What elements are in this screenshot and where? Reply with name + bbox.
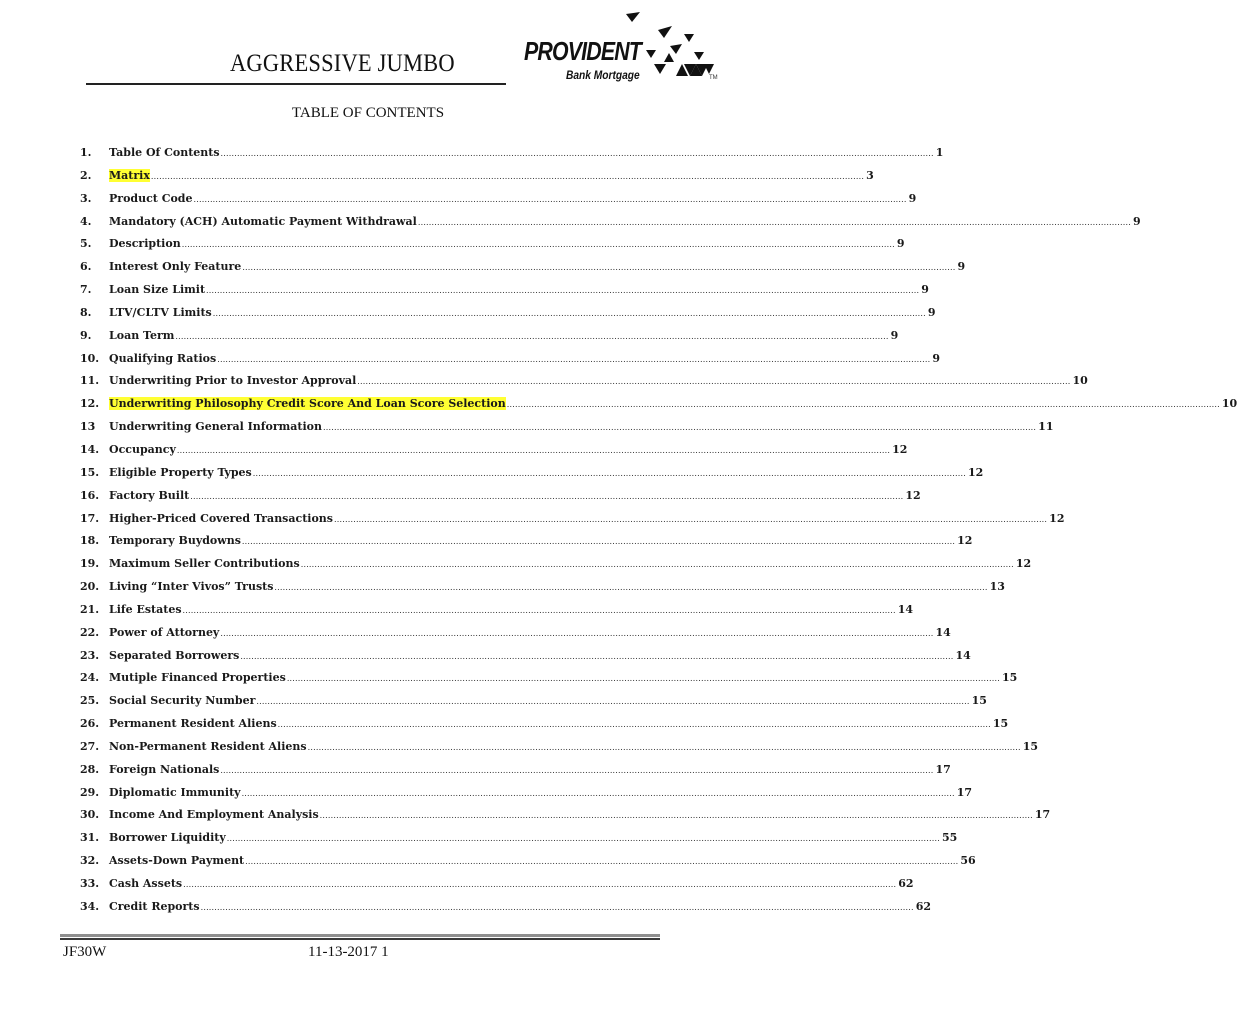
- footer-date-page: 11-13-2017 1: [308, 944, 389, 960]
- toc-dot-leader: ....................................................................................................................................................................................................................................................................: [277, 720, 991, 730]
- toc-entry-label[interactable]: Underwriting General Information: [109, 420, 322, 434]
- toc-entry-page: 15: [992, 717, 1009, 731]
- toc-entry-label[interactable]: Underwriting Prior to Investor Approval: [109, 374, 357, 388]
- toc-dot-leader: ....................................................................................................................................................................................................................................................................: [175, 331, 889, 341]
- toc-entry-label[interactable]: Factory Built: [109, 488, 190, 502]
- toc-entry[interactable]: [80, 854, 976, 877]
- toc-dot-leader: ....................................................................................................................................................................................................................................................................: [150, 171, 865, 181]
- toc-entry[interactable]: [80, 511, 1065, 535]
- toc-entry-label[interactable]: Product Code: [109, 191, 193, 205]
- toc-entry[interactable]: [80, 785, 973, 809]
- toc-entry-page: 12: [1049, 511, 1065, 525]
- toc-dot-leader: ....................................................................................................................................................................................................................................................................: [319, 811, 1033, 821]
- toc-entry-label[interactable]: Mandatory (ACH) Automatic Payment Withdrawal: [109, 214, 417, 228]
- toc-entry-number: 18.: [80, 534, 100, 548]
- toc-dot-leader: ....................................................................................................................................................................................................................................................................: [274, 583, 988, 593]
- toc-entry[interactable]: [80, 899, 932, 923]
- toc-dot-leader: ....................................................................................................................................................................................................................................................................: [220, 765, 934, 775]
- toc-entry-number: 28.: [80, 762, 100, 776]
- toc-entry-number: 31.: [80, 831, 100, 845]
- toc-entry-label[interactable]: Foreign Nationals: [109, 762, 220, 776]
- toc-entry-number: 16.: [80, 488, 100, 502]
- toc-entry-number: 15.: [80, 465, 100, 479]
- toc-heading: TABLE OF CONTENTS: [291, 105, 445, 121]
- toc-entry[interactable]: [80, 305, 936, 329]
- toc-dot-leader: ....................................................................................................................................................................................................................................................................: [176, 445, 891, 455]
- toc-entry-number: 5.: [80, 237, 92, 251]
- toc-entry[interactable]: [80, 442, 908, 466]
- toc-entry-page: 15: [1022, 739, 1039, 753]
- toc-entry-label[interactable]: Credit Reports: [109, 899, 200, 913]
- toc-entry-number: 30.: [80, 808, 100, 822]
- toc-entry[interactable]: [80, 648, 971, 672]
- toc-dot-leader: ....................................................................................................................................................................................................................................................................: [506, 400, 1220, 410]
- toc-entry-label[interactable]: Borrower Liquidity: [109, 831, 226, 845]
- toc-entry-number: 27.: [80, 739, 100, 753]
- toc-entry[interactable]: [80, 488, 921, 512]
- toc-entry-number: 4.: [80, 214, 92, 228]
- toc-entry-number: 8.: [80, 305, 92, 319]
- toc-entry[interactable]: [80, 739, 1039, 763]
- toc-entry-page: 12: [1015, 557, 1032, 571]
- toc-entry-number: 2.: [80, 168, 92, 182]
- toc-entry[interactable]: [80, 717, 1009, 740]
- toc-entry[interactable]: [80, 625, 951, 649]
- toc-entry-number: 26.: [80, 717, 100, 731]
- toc-entry-page: 14: [935, 625, 951, 639]
- logo-trademark: TM: [709, 75, 718, 81]
- footer-rule-bottom: [60, 938, 660, 940]
- toc-dot-leader: ....................................................................................................................................................................................................................................................................: [220, 628, 934, 638]
- toc-entry-page: 55: [941, 831, 958, 845]
- toc-entry-label[interactable]: Mutiple Financed Properties: [109, 671, 286, 685]
- toc-dot-leader: ....................................................................................................................................................................................................................................................................: [183, 880, 897, 889]
- toc-entry-page: 56: [960, 854, 976, 868]
- toc-entry[interactable]: [80, 557, 1032, 580]
- toc-entry-number: 7.: [80, 283, 92, 297]
- toc-entry[interactable]: [80, 534, 973, 557]
- toc-entry[interactable]: [80, 374, 1088, 397]
- toc-dot-leader: ....................................................................................................................................................................................................................................................................: [307, 742, 1021, 752]
- toc-dot-leader: ....................................................................................................................................................................................................................................................................: [240, 651, 954, 661]
- toc-entry-page: 14: [955, 648, 971, 662]
- toc-entry[interactable]: [80, 191, 917, 215]
- toc-entry-label[interactable]: Living “Inter Vivos” Trusts: [109, 580, 274, 594]
- toc-entry-page: 13: [989, 580, 1005, 594]
- toc-entry-number: 32.: [80, 854, 100, 868]
- toc-dot-leader: ....................................................................................................................................................................................................................................................................: [241, 788, 955, 798]
- toc-entry-label[interactable]: LTV/CLTV Limits: [109, 305, 212, 319]
- toc-entry-label[interactable]: Assets-Down Payment: [109, 854, 245, 868]
- toc-entry-number: 13: [80, 420, 96, 434]
- toc-entry[interactable]: [80, 237, 905, 260]
- toc-entry[interactable]: [80, 397, 1237, 420]
- toc-entry-page: 9: [1133, 214, 1141, 228]
- toc-entry-page: 9: [896, 237, 905, 251]
- toc-entry[interactable]: [80, 260, 966, 283]
- toc-entry-page: 1: [935, 146, 944, 159]
- toc-entry-label[interactable]: Interest Only Feature: [109, 260, 242, 274]
- toc-entry-label[interactable]: Income And Employment Analysis: [109, 808, 319, 822]
- toc-entry[interactable]: [80, 328, 899, 352]
- toc-entry-page: 9: [890, 328, 899, 342]
- toc-entry-page: 15: [1001, 671, 1018, 685]
- toc-entry-label[interactable]: Occupancy: [109, 442, 176, 456]
- toc-entry-page: 10: [1072, 374, 1088, 388]
- toc-entry-page: 3: [866, 168, 874, 182]
- toc-entry[interactable]: [80, 214, 1141, 238]
- toc-entry-number: 14.: [80, 442, 100, 456]
- toc-entry-label[interactable]: Higher-Priced Covered Transactions: [109, 511, 333, 525]
- toc-entry-number: 29.: [80, 785, 100, 799]
- toc-entry-number: 24.: [80, 671, 100, 685]
- toc-entry-number: 23.: [80, 648, 100, 662]
- toc-entry-page: 9: [957, 260, 966, 274]
- toc-entry-label[interactable]: Matrix: [109, 168, 150, 182]
- title-underline: [86, 83, 506, 85]
- toc-dot-leader: ....................................................................................................................................................................................................................................................................: [417, 217, 1131, 227]
- toc-entry[interactable]: [80, 762, 951, 786]
- toc-entry-label[interactable]: Eligible Property Types: [109, 465, 252, 479]
- toc-entry[interactable]: [80, 602, 914, 626]
- toc-dot-leader: ....................................................................................................................................................................................................................................................................: [256, 697, 970, 707]
- toc-entry-label[interactable]: Loan Term: [109, 328, 175, 342]
- toc-entry-page: 11: [1038, 420, 1054, 434]
- toc-entry-number: 34.: [80, 899, 100, 913]
- toc-dot-leader: ....................................................................................................................................................................................................................................................................: [206, 286, 920, 296]
- toc-dot-leader: ....................................................................................................................................................................................................................................................................: [242, 263, 956, 273]
- toc-entry-label[interactable]: Power of Attorney: [109, 625, 220, 639]
- toc-entry-label[interactable]: Life Estates: [109, 602, 182, 616]
- logo-subtitle: Bank Mortgage: [566, 68, 640, 82]
- logo-wordmark: PROVIDENT: [524, 36, 642, 66]
- toc-entry-number: 25.: [80, 694, 100, 708]
- toc-entry[interactable]: [80, 146, 944, 169]
- toc-entry-number: 10.: [80, 351, 100, 365]
- toc-entry-number: 11.: [80, 374, 100, 388]
- toc-entry[interactable]: [80, 168, 874, 192]
- toc-entry-label[interactable]: Social Security Number: [109, 694, 256, 708]
- toc-entry[interactable]: [80, 465, 984, 489]
- toc-entry-page: 12: [967, 465, 984, 479]
- toc-dot-leader: ....................................................................................................................................................................................................................................................................: [193, 194, 907, 204]
- toc-entry-label[interactable]: Permanent Resident Aliens: [109, 717, 277, 731]
- toc-entry-number: 3.: [80, 191, 92, 205]
- toc-entry-number: 1.: [80, 146, 92, 159]
- toc-entry-label[interactable]: Loan Size Limit: [109, 283, 206, 297]
- toc-entry[interactable]: [80, 580, 1005, 603]
- toc-dot-leader: ....................................................................................................................................................................................................................................................................: [245, 857, 959, 867]
- toc-entry-page: 15: [971, 694, 987, 708]
- footer-rule-top: [60, 934, 660, 937]
- toc-entry-label[interactable]: Description: [109, 237, 181, 251]
- toc-entry[interactable]: [80, 351, 941, 375]
- toc-dot-leader: ....................................................................................................................................................................................................................................................................: [200, 902, 914, 912]
- toc-entry-page: 17: [956, 785, 973, 799]
- toc-entry-number: 17.: [80, 511, 100, 525]
- toc-entry-number: 20.: [80, 580, 100, 594]
- toc-entry-number: 22.: [80, 625, 100, 639]
- toc-entry-page: 12: [892, 442, 908, 456]
- toc-entry-label[interactable]: Underwriting Philosophy Credit Score And Loan Score Selection: [109, 397, 506, 411]
- toc-entry[interactable]: [80, 808, 1051, 831]
- toc-entry-number: 33.: [80, 877, 100, 890]
- toc-entry[interactable]: [80, 420, 1054, 443]
- toc-entry-page: 9: [908, 191, 917, 205]
- toc-dot-leader: ....................................................................................................................................................................................................................................................................: [190, 491, 904, 501]
- toc-entry-page: 9: [921, 283, 929, 297]
- toc-entry-label[interactable]: Diplomatic Immunity: [109, 785, 241, 799]
- toc-entry[interactable]: [80, 877, 914, 900]
- toc-dot-leader: ....................................................................................................................................................................................................................................................................: [217, 354, 931, 364]
- toc-entry-number: 12.: [80, 397, 100, 411]
- toc-entry-label[interactable]: Temporary Buydowns: [109, 534, 241, 548]
- toc-entry-number: 9.: [80, 328, 92, 342]
- toc-entry-page: 14: [897, 602, 914, 616]
- toc-dot-leader: ....................................................................................................................................................................................................................................................................: [226, 834, 940, 844]
- toc-dot-leader: ....................................................................................................................................................................................................................................................................: [300, 560, 1014, 570]
- toc-dot-leader: ....................................................................................................................................................................................................................................................................: [334, 514, 1048, 524]
- table-of-contents: [80, 146, 1237, 923]
- toc-entry[interactable]: [80, 831, 958, 854]
- toc-dot-leader: ....................................................................................................................................................................................................................................................................: [286, 674, 1000, 684]
- document-title: AGGRESSIVE JUMBO: [230, 50, 455, 77]
- toc-dot-leader: ....................................................................................................................................................................................................................................................................: [323, 423, 1037, 433]
- toc-dot-leader: ....................................................................................................................................................................................................................................................................: [220, 149, 934, 158]
- provident-logo: [518, 6, 718, 86]
- toc-entry-page: 62: [915, 899, 932, 913]
- toc-dot-leader: ....................................................................................................................................................................................................................................................................: [357, 377, 1071, 387]
- toc-entry-label[interactable]: Maximum Seller Contributions: [109, 557, 300, 571]
- toc-entry[interactable]: [80, 671, 1018, 694]
- toc-entry-page: 9: [927, 305, 936, 319]
- toc-dot-leader: ....................................................................................................................................................................................................................................................................: [241, 537, 956, 547]
- toc-entry-number: 21.: [80, 602, 100, 616]
- toc-dot-leader: ....................................................................................................................................................................................................................................................................: [252, 468, 966, 478]
- toc-entry-label[interactable]: Separated Borrowers: [109, 648, 240, 662]
- toc-dot-leader: ....................................................................................................................................................................................................................................................................: [182, 605, 896, 615]
- toc-entry-page: 62: [898, 877, 914, 890]
- toc-dot-leader: ....................................................................................................................................................................................................................................................................: [181, 240, 895, 250]
- toc-entry[interactable]: [80, 283, 929, 306]
- toc-entry-number: 6.: [80, 260, 92, 274]
- toc-entry-label[interactable]: Table Of Contents: [109, 146, 220, 159]
- toc-entry[interactable]: [80, 694, 987, 717]
- toc-entry-label[interactable]: Cash Assets: [109, 877, 183, 890]
- toc-dot-leader: ....................................................................................................................................................................................................................................................................: [212, 308, 926, 318]
- toc-entry-number: 19.: [80, 557, 100, 571]
- toc-entry-page: 12: [905, 488, 921, 502]
- footer-doc-code: JF30W: [63, 944, 107, 960]
- toc-entry-page: 17: [1034, 808, 1051, 822]
- toc-entry-page: 9: [932, 351, 941, 365]
- toc-entry-label[interactable]: Non-Permanent Resident Aliens: [109, 739, 307, 753]
- toc-entry-label[interactable]: Qualifying Ratios: [109, 351, 217, 365]
- toc-entry-page: 17: [935, 762, 951, 776]
- toc-entry-page: 12: [957, 534, 973, 548]
- toc-entry-page: 10: [1221, 397, 1237, 411]
